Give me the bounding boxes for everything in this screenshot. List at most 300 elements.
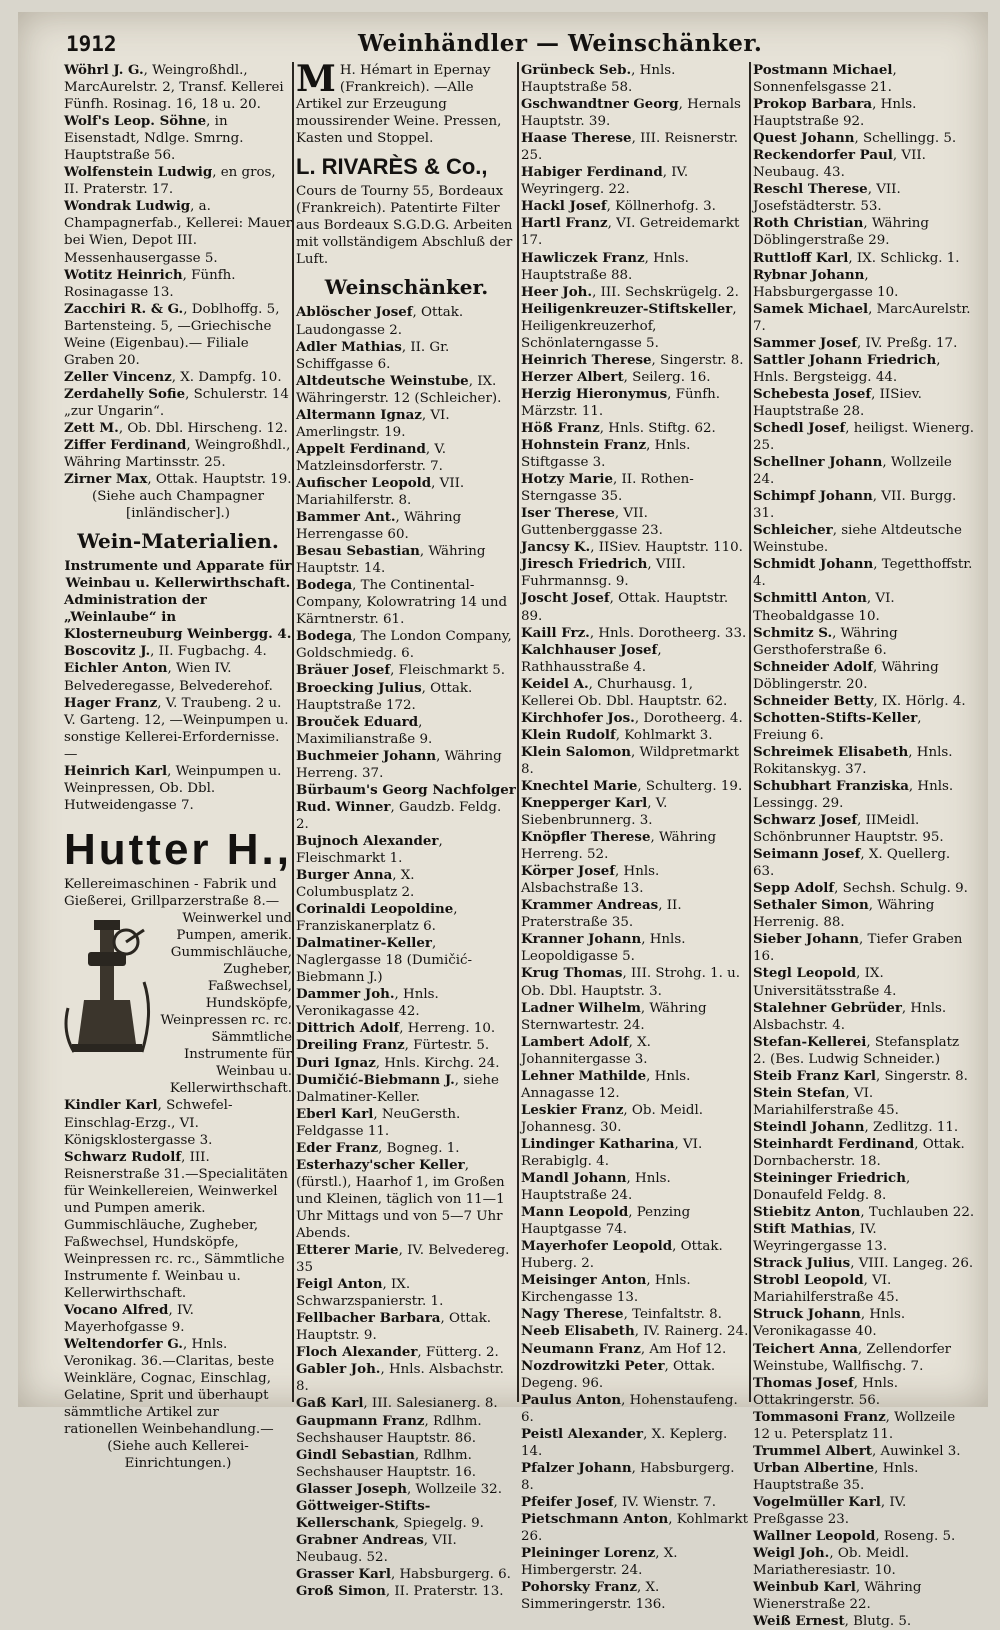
column-divider: [292, 62, 294, 1402]
directory-entry: Sattler Johann Friedrich, Hnls. Bergsteigg. 44.: [753, 351, 941, 385]
entry-name: Bürbaum's Georg Nachfolger Rud. Winner: [296, 781, 516, 815]
directory-entry: Wolfenstein Ludwig, en gros, II. Praterstr. 17.: [64, 164, 276, 198]
entry-name: Steininger Friedrich: [753, 1170, 906, 1187]
entry-name: Joscht Josef: [521, 590, 610, 607]
entry-name: Steindl Johann: [753, 1118, 865, 1135]
directory-entry: Hotzy Marie, II. Rothen-Sterngasse 35.: [521, 471, 694, 505]
entry-name: Dalmatiner-Keller: [296, 935, 432, 952]
directory-entry: Schedl Josef, heiligst. Wienerg. 25.: [753, 419, 975, 454]
entry-name: Appelt Ferdinand: [296, 440, 426, 457]
entry-name: Heiligenkreuzer-Stiftskeller: [521, 300, 733, 317]
entry-name: Schleicher: [753, 522, 833, 539]
decorative-initial: M: [296, 58, 336, 100]
entry-name: Zacchiri R. & G.: [64, 300, 184, 317]
directory-entry: Feigl Anton, IX. Schwarzspanierstr. 1.: [296, 1276, 444, 1310]
directory-entry: Zeller Vincenz, X. Dampfg. 10.: [64, 368, 282, 385]
advertisement-hutter: [64, 824, 292, 1098]
entry-name: Keidel A.: [521, 675, 589, 692]
entry-name: Schmitz S.: [753, 624, 833, 641]
column-2: [296, 58, 517, 1599]
entry-name: Heinrich Karl: [64, 762, 168, 779]
entry-name: Herzer Albert: [521, 368, 624, 385]
directory-entry: Altdeutsche Weinstube, IX. Währingerstr. 12 (Schleicher).: [296, 372, 502, 406]
entry-name: Schellner Johann: [753, 454, 883, 471]
entry-name: Pleininger Lorenz: [521, 1545, 656, 1562]
entry-name: Gschwandtner Georg: [521, 96, 679, 113]
entry-name: Habiger Ferdinand: [521, 164, 663, 181]
entry-name: Stift Mathias: [753, 1221, 852, 1238]
entry-name: Neeb Elisabeth: [521, 1323, 635, 1340]
directory-entry: Pfalzer Johann, Habsburgerg. 8.: [521, 1459, 735, 1493]
entry-name: Gaupmann Franz: [296, 1412, 425, 1429]
entry-name: Ablöscher Josef: [296, 304, 413, 321]
entry-name: Stalehner Gebrüder: [753, 999, 902, 1016]
entry-name: Schreimek Elisabeth: [753, 743, 909, 760]
closing-note: (Siehe auch Kellerei-Einrichtungen.): [107, 1439, 249, 1472]
entry-name: Schneider Betty: [753, 692, 874, 709]
directory-entry: Vogelmüller Karl, IV. Preßgasse 23.: [753, 1493, 907, 1527]
wine-pump-illustration: [64, 912, 152, 1062]
directory-entry: Steinhardt Ferdinand, Ottak. Dornbacherstr. 18.: [753, 1135, 965, 1169]
directory-entry: Corinaldi Leopoldine, Franziskanerplatz 6.: [296, 901, 458, 935]
entry-name: Zett M.: [64, 419, 119, 436]
directory-entry: Peistl Alexander, X. Keplerg. 14.: [521, 1425, 728, 1459]
column-divider: [749, 62, 751, 1402]
entry-name: Weltendorfer G.: [64, 1336, 183, 1353]
directory-entry: Groß Simon, II. Praterstr. 13.: [296, 1582, 504, 1599]
directory-entry: Iser Therese, VII. Guttenberggasse 23.: [521, 505, 663, 539]
directory-entry: Lindinger Katharina, VI. Rerabiglg. 4.: [521, 1135, 703, 1169]
directory-entry: Neeb Elisabeth, IV. Rainerg. 24.: [521, 1323, 749, 1340]
directory-entry: Schellner Johann, Wollzeile 24.: [753, 454, 952, 488]
entry-name: Gaß Karl: [296, 1395, 364, 1412]
directory-entry: Schwarz Josef, IIMeidl. Schönbrunner Hauptstr. 95.: [753, 812, 944, 846]
directory-entry: Glasser Joseph, Wollzeile 32.: [296, 1480, 502, 1497]
entry-list-wine-taverns: [753, 62, 975, 1630]
entry-name: Dammer Joh.: [296, 986, 395, 1003]
entry-name: Schwarz Rudolf: [64, 1148, 182, 1165]
directory-entry: Floch Alexander, Fütterg. 2.: [296, 1344, 499, 1361]
directory-entry: Altermann Ignaz, VI. Amerlingstr. 19.: [296, 406, 450, 440]
entry-name: Roth Christian: [753, 215, 864, 232]
directory-entry: Pfeifer Josef, IV. Wienstr. 7.: [521, 1493, 717, 1510]
directory-entry: Schimpf Johann, VII. Burgg. 31.: [753, 488, 957, 522]
advertisement-text: H. Hémart in Epernay (Frankreich). —Alle Artikel zur Erzeugung moussirender Weine. Pressen, Kasten und Stoppel.: [296, 63, 502, 147]
directory-entry: Prokop Barbara, Hnls. Hauptstraße 92.: [753, 96, 917, 130]
entry-name: Stegl Leopold: [753, 965, 857, 982]
entry-name: Pohorsky Franz: [521, 1579, 637, 1596]
directory-entry: Struck Johann, Hnls. Veronikagasse 40.: [753, 1306, 906, 1340]
entry-name: Boscovitz J.: [64, 643, 151, 660]
entry-name: Broecking Julius: [296, 679, 422, 696]
directory-entry: Schmitz S., Währing Gersthoferstraße 6.: [753, 624, 898, 658]
directory-entry: Teichert Anna, Zellendorfer Weinstube, Wallfischg. 7.: [753, 1340, 952, 1374]
directory-entry: Lambert Adolf, X. Johannitergasse 3.: [521, 1033, 651, 1067]
directory-entry: Esterhazy'scher Keller, (fürstl.), Haarhof 1, im Großen und Kleinen, täglich von 11—1 Uhr Mittags und von 5—7 Uhr Abends.: [296, 1156, 505, 1241]
directory-entry: Weinbub Karl, Währing Wienerstraße 22.: [753, 1579, 922, 1613]
entry-name: Kirchhofer Jos.: [521, 709, 635, 726]
entry-name: Jiresch Friedrich: [521, 556, 648, 573]
entry-name: Thomas Josef: [753, 1374, 854, 1391]
directory-entry: Kirchhofer Jos., Dorotheerg. 4.: [521, 709, 743, 726]
entry-name: Prokop Barbara: [753, 96, 873, 113]
directory-entry: Hartl Franz, VI. Getreidemarkt 17.: [521, 215, 740, 249]
directory-entry: Mann Leopold, Penzing Hauptgasse 74.: [521, 1204, 691, 1238]
entry-name: Hartl Franz: [521, 215, 608, 232]
directory-entry: Weiß Ernest, Blutg. 5.: [753, 1613, 912, 1630]
directory-entry: Tommasoni Franz, Wollzeile 12 u. Petersplatz 11.: [753, 1408, 956, 1442]
directory-entry: Thomas Josef, Hnls. Ottakringerstr. 56.: [753, 1374, 898, 1408]
directory-entry: Sammer Josef, IV. Preßg. 17.: [753, 334, 958, 351]
directory-entry: Aufischer Leopold, VII. Mariahilferstr. 8.: [296, 474, 465, 508]
directory-entry: Adler Mathias, II. Gr. Schiffgasse 6.: [296, 338, 450, 372]
entry-name: Burger Anna: [296, 867, 393, 884]
directory-entry: Mayerhofer Leopold, Ottak. Huberg. 2.: [521, 1238, 723, 1272]
directory-entry: Keidel A., Churhausg. 1, Kellerei Ob. Dbl. Hauptstr. 62.: [521, 675, 728, 709]
directory-entry: Joscht Josef, Ottak. Hauptstr. 89.: [521, 590, 729, 624]
entry-name: Aufischer Leopold: [296, 474, 432, 491]
entry-name: Gindl Sebastian: [296, 1446, 415, 1463]
entry-name: Feigl Anton: [296, 1276, 383, 1293]
entry-name: Haase Therese: [521, 130, 632, 147]
entry-name: Herzig Hieronymus: [521, 385, 668, 402]
entry-name: Weiß Ernest: [753, 1613, 845, 1630]
directory-entry: Hager Franz, V. Traubeng. 2 u. V. Garteng. 12, —Weinpumpen u. sonstige Kellerei-Erfordernisse.—: [64, 694, 289, 762]
entry-name: Wotitz Heinrich: [64, 266, 183, 283]
entry-name: Eichler Anton: [64, 660, 168, 677]
directory-entry: Zacchiri R. & G., Doblhoffg. 5, Bartensteing. 5, —Griechische Weine (Eigenbau).— Filiale Graben 20.: [64, 300, 280, 368]
entry-name: Esterhazy'scher Keller: [296, 1156, 465, 1173]
entry-name: Stefan-Kellerei: [753, 1033, 867, 1050]
directory-entry: Krammer Andreas, II. Praterstraße 35.: [521, 897, 682, 931]
entry-name: Krammer Andreas: [521, 897, 659, 914]
entry-name: Sattler Johann Friedrich: [753, 351, 937, 368]
entry-name: Stiebitz Anton: [753, 1204, 861, 1221]
directory-entry: Krug Thomas, III. Strohg. 1. u. Ob. Dbl. Hauptstr. 3.: [521, 965, 741, 999]
entry-name: Grabner Andreas: [296, 1531, 424, 1548]
entry-name: Zerdahelly Sofie: [64, 385, 186, 402]
directory-entry: Sethaler Simon, Währing Herrenig. 88.: [753, 897, 935, 931]
directory-entry: Schmidt Johann, Tegetthoffstr. 4.: [753, 556, 973, 590]
directory-entry: Heinrich Therese, Singerstr. 8.: [521, 351, 744, 368]
directory-entry: Grasser Karl, Habsburgerg. 6.: [296, 1565, 511, 1582]
directory-entry: Eichler Anton, Wien IV. Belvederegasse, Belvederehof.: [64, 660, 273, 694]
directory-entry: Göttweiger-Stifts-Kellerschank, Spiegelg. 9.: [296, 1497, 484, 1531]
directory-entry: Gschwandtner Georg, Hernals Hauptstr. 39.: [521, 96, 741, 130]
entry-list-suppliers: [64, 1097, 292, 1438]
entry-name: Nagy Therese: [521, 1306, 624, 1323]
entry-name: Kalchhauser Josef: [521, 641, 658, 658]
directory-entry: Vocano Alfred, IV. Mayerhofgasse 9.: [64, 1302, 194, 1336]
directory-entry: Paulus Anton, Hohenstaufeng. 6.: [521, 1391, 738, 1425]
directory-page: [18, 12, 988, 1630]
entry-name: Leskier Franz: [521, 1101, 624, 1118]
advertisement-intro: Kellereimaschinen - Fabrik und Gießerei, Grillparzerstraße 8.—: [64, 876, 280, 909]
entry-name: Dittrich Adolf: [296, 1020, 400, 1037]
directory-entry: Broecking Julius, Ottak. Hauptstraße 172.: [296, 679, 473, 713]
entry-name: Sieber Johann: [753, 931, 860, 948]
directory-entry: Heer Joh., III. Sechskrügelg. 2.: [521, 283, 739, 300]
directory-entry: Schubhart Franziska, Hnls. Lessingg. 29.: [753, 777, 954, 812]
advertisement-hemart: [296, 58, 517, 147]
directory-entry: Buchmeier Johann, Währing Herreng. 37.: [296, 747, 502, 781]
advertisement-text: Cours de Tourny 55, Bordeaux (Frankreich). Patentirte Filter aus Bordeaux S.G.D.G. Arbeiten mit vollständigem Abschluß der Luft.: [296, 184, 513, 268]
entry-name: Bodega: [296, 577, 353, 594]
entry-name: Sammer Josef: [753, 334, 858, 351]
entry-name: Pietschmann Anton: [521, 1510, 669, 1527]
entry-name: Schedl Josef: [753, 419, 846, 436]
entry-name: Zeller Vincenz: [64, 368, 172, 385]
entry-name: Neumann Franz: [521, 1340, 641, 1357]
directory-entry: Stiebitz Anton, Tuchlauben 22.: [753, 1204, 975, 1221]
entry-name: Eberl Karl: [296, 1105, 374, 1122]
directory-entry: Sepp Adolf, Sechsh. Schulg. 9.: [753, 880, 968, 897]
entry-name: Mayerhofer Leopold: [521, 1238, 673, 1255]
directory-entry: Hackl Josef, Köllnerhofg. 3.: [521, 198, 716, 215]
entry-name: Sepp Adolf: [753, 880, 835, 897]
entry-name: Körper Josef: [521, 863, 616, 880]
entry-name: Mandl Johann: [521, 1170, 627, 1187]
directory-entry: Pohorsky Franz, X. Simmeringerstr. 136.: [521, 1579, 666, 1613]
entry-name: Iser Therese: [521, 505, 615, 522]
directory-entry: Sieber Johann, Tiefer Graben 16.: [753, 931, 963, 965]
entry-name: Eder Franz: [296, 1139, 379, 1156]
entry-list-wine-dealers: [64, 62, 292, 488]
directory-entry: Gaß Karl, III. Salesianerg. 8.: [296, 1395, 498, 1412]
entry-name: Trummel Albert: [753, 1442, 872, 1459]
entry-list-wine-taverns: [521, 62, 749, 1613]
directory-entry: Herzer Albert, Seilerg. 16.: [521, 368, 711, 385]
directory-entry: Besau Sebastian, Währing Hauptstr. 14.: [296, 543, 486, 577]
entry-name: Tommasoni Franz: [753, 1408, 886, 1425]
directory-entry: Schleicher, siehe Altdeutsche Weinstube.: [753, 522, 962, 556]
directory-entry: Ablöscher Josef, Ottak. Laudongasse 2.: [296, 304, 464, 338]
entry-name: Rybnar Johann: [753, 266, 865, 283]
directory-entry: Schreimek Elisabeth, Hnls. Rokitanskyg. 37.: [753, 743, 953, 777]
entry-name: Schebesta Josef: [753, 385, 872, 402]
entry-name: Hotzy Marie: [521, 471, 613, 488]
entry-name: Zirner Max: [64, 471, 148, 488]
directory-entry: Stift Mathias, IV. Weyringergasse 13.: [753, 1221, 888, 1255]
directory-entry: Seimann Josef, X. Quellerg. 63.: [753, 846, 951, 880]
directory-entry: Reschl Therese, VII. Josefstädterstr. 53.: [753, 181, 901, 215]
column-3: [521, 62, 749, 1613]
entry-name: Dreiling Franz: [296, 1037, 405, 1054]
entry-name: Wöhrl J. G.: [64, 62, 144, 78]
sub-heading-instruments: Instrumente und Apparate für Weinbau u. Kellerwirthschaft.: [64, 558, 292, 592]
entry-name: Bräuer Josef: [296, 662, 391, 679]
entry-name: Meisinger Anton: [521, 1272, 647, 1289]
entry-name: Vocano Alfred: [64, 1302, 169, 1319]
directory-entry: Ladner Wilhelm, Währing Sternwartestr. 24.: [521, 999, 707, 1033]
directory-entry: Steindl Johann, Zedlitzg. 11.: [753, 1118, 959, 1135]
column-divider: [517, 62, 519, 1402]
entry-name: Samek Michael: [753, 300, 869, 317]
directory-entry: Dammer Joh., Hnls. Veronikagasse 42.: [296, 986, 439, 1020]
directory-entry: Stegl Leopold, IX. Universitätsstraße 4.: [753, 965, 897, 999]
entry-name: Wallner Leopold: [753, 1528, 876, 1545]
entry-name: Hawliczek Franz: [521, 249, 645, 266]
entry-name: Reckendorfer Paul: [753, 147, 893, 164]
entry-name: Stein Stefan: [753, 1084, 846, 1101]
entry-name: Peistl Alexander: [521, 1425, 644, 1442]
directory-entry: Höß Franz, Hnls. Stiftg. 62.: [521, 419, 716, 436]
entry-name: Klein Salomon: [521, 743, 631, 760]
directory-entry: Haase Therese, III. Reisnerstr. 25.: [521, 130, 739, 164]
entry-name: Göttweiger-Stifts-Kellerschank: [296, 1497, 431, 1531]
entry-name: Heer Joh.: [521, 283, 593, 300]
directory-entry: Knechtel Marie, Schulterg. 19.: [521, 777, 743, 794]
entry-name: Strobl Leopold: [753, 1272, 864, 1289]
advertiser-name: L. RIVARÈS & Co.,: [296, 154, 488, 180]
entry-name: Mann Leopold: [521, 1204, 629, 1221]
directory-entry: Bürbaum's Georg Nachfolger Rud. Winner, Gaudzb. Feldg. 2.: [296, 781, 516, 832]
directory-entry: Heinrich Karl, Weinpumpen u. Weinpressen, Ob. Dbl. Hutweidengasse 7.: [64, 762, 282, 813]
directory-entry: Stalehner Gebrüder, Hnls. Alsbachstr. 4.: [753, 999, 947, 1033]
directory-entry: Zett M., Ob. Dbl. Hirscheng. 12.: [64, 419, 288, 436]
entry-name: Klein Rudolf: [521, 726, 616, 743]
column-4: [753, 62, 975, 1630]
directory-entry: Leskier Franz, Ob. Meidl. Johannesg. 30.: [521, 1101, 704, 1135]
directory-entry: Lehner Mathilde, Hnls. Annagasse 12.: [521, 1067, 691, 1101]
directory-entry: Bodega, The Continental-Company, Kolowratring 14 und Kärntnerstr. 61.: [296, 577, 508, 628]
directory-entry: Meisinger Anton, Hnls. Kirchengasse 13.: [521, 1272, 691, 1306]
entry-name: Knepperger Karl: [521, 795, 648, 812]
directory-entry: Neumann Franz, Am Hof 12.: [521, 1340, 727, 1357]
entry-name: Kindler Karl: [64, 1097, 158, 1114]
entry-name: Schotten-Stifts-Keller: [753, 709, 918, 726]
entry-name: Postmann Michael: [753, 62, 893, 78]
directory-entry: Habiger Ferdinand, IV. Weyringerg. 22.: [521, 164, 689, 198]
entry-name: Schmittl Anton: [753, 590, 867, 607]
directory-entry: Reckendorfer Paul, VII. Neubaug. 43.: [753, 147, 926, 181]
directory-entry: Duri Ignaz, Hnls. Kirchg. 24.: [296, 1054, 500, 1071]
directory-entry: Fellbacher Barbara, Ottak. Hauptstr. 9.: [296, 1310, 492, 1344]
entry-name: Paulus Anton: [521, 1391, 622, 1408]
directory-entry: Schneider Adolf, Währing Döblingerstr. 20.: [753, 658, 939, 692]
column-1: [64, 62, 292, 1472]
section-heading-wein-materialien: Wein-Materialien.: [77, 529, 279, 554]
entry-name: Glasser Joseph: [296, 1480, 407, 1497]
entry-name: Hager Franz: [64, 694, 158, 711]
directory-entry: Nagy Therese, Teinfaltstr. 8.: [521, 1306, 722, 1323]
directory-entry: Wolf's Leop. Söhne, in Eisenstadt, Ndlge. Smrng. Hauptstraße 56.: [64, 113, 244, 164]
directory-entry: Wondrak Ludwig, a. Champagnerfab., Kellerei: Mauer bei Wien, Depot III. Messenhausergasse 5.: [64, 198, 292, 266]
advertisement-product-list: Weinwerkel und Pumpen, amerik. Gummischläuche, Zugheber, Faßwechsel, Hundsköpfe, Weinpressen rc. rc. Sämmtliche Instrumente für Weinbau u. Kellerwirthschaft.: [160, 910, 292, 1097]
directory-entry: Burger Anna, X. Columbusplatz 2.: [296, 867, 415, 901]
directory-entry: Schmittl Anton, VI. Theobaldgasse 10.: [753, 590, 895, 624]
entry-name: Ziffer Ferdinand: [64, 437, 187, 454]
page-number: 1912: [66, 32, 117, 56]
directory-entry: Weigl Joh., Ob. Meidl. Mariatheresiastr. 10.: [753, 1545, 909, 1579]
entry-name: Strack Julius: [753, 1255, 851, 1272]
entry-name: Struck Johann: [753, 1306, 861, 1323]
directory-entry: Strack Julius, VIII. Langeg. 26.: [753, 1255, 974, 1272]
entry-name: Duri Ignaz: [296, 1054, 376, 1071]
directory-entry: Kranner Johann, Hnls. Leopoldigasse 5.: [521, 931, 686, 965]
directory-entry: Etterer Marie, IV. Belvedereg. 35: [296, 1242, 510, 1276]
directory-entry: Gabler Joh., Hnls. Alsbachstr. 8.: [296, 1361, 504, 1395]
page-header: [18, 12, 988, 58]
entry-name: Lambert Adolf: [521, 1033, 629, 1050]
entry-list-materials: [64, 592, 292, 814]
directory-entry: Trummel Albert, Auwinkel 3.: [753, 1442, 961, 1459]
directory-entry: Schneider Betty, IX. Hörlg. 4.: [753, 692, 966, 709]
entry-name: Knechtel Marie: [521, 777, 638, 794]
entry-name: Pfalzer Johann: [521, 1459, 632, 1476]
directory-entry: Knöpfler Therese, Währing Herreng. 52.: [521, 829, 717, 863]
directory-entry: Grabner Andreas, VII. Neubaug. 52.: [296, 1531, 457, 1565]
directory-entry: Dreiling Franz, Fürtestr. 5.: [296, 1037, 490, 1054]
entry-name: Adler Mathias: [296, 338, 402, 355]
entry-name: Corinaldi Leopoldine: [296, 901, 454, 918]
section-heading-weinschaenker: Weinschänker.: [324, 275, 489, 300]
entry-name: Dumičić-Biebmann J.: [296, 1071, 455, 1088]
entry-name: Etterer Marie: [296, 1242, 399, 1259]
directory-entry: Bujnoch Alexander, Fleischmarkt 1.: [296, 832, 443, 866]
directory-entry: Jiresch Friedrich, VIII. Fuhrmannsg. 9.: [521, 556, 686, 590]
entry-name: Schimpf Johann: [753, 488, 873, 505]
directory-entry: Kindler Karl, Schwefel-Einschlag-Erzg., VI. Königsklostergasse 3.: [64, 1097, 233, 1148]
entry-name: Groß Simon: [296, 1582, 386, 1599]
directory-entry: Ziffer Ferdinand, Weingroßhdl., Währing Martinsstr. 25.: [64, 437, 291, 471]
entry-name: Fellbacher Barbara: [296, 1310, 441, 1327]
directory-entry: Zerdahelly Sofie, Schulerstr. 14 „zur Ungarin“.: [64, 385, 289, 419]
entry-name: Kaill Frz.: [521, 624, 590, 641]
entry-name: Wolfenstein Ludwig: [64, 164, 213, 181]
entry-name: Bammer Ant.: [296, 509, 396, 526]
directory-entry: Brouček Eduard, Maximilianstraße 9.: [296, 713, 433, 747]
directory-entry: Schwarz Rudolf, III. Reisnerstraße 31.—Specialitäten für Weinkellereien, Weinwerkel und Pumpen amerik. Gummischläuche, Zugheber, Faßwechsel, Hundsköpfe, Weinpressen rc. rc., Sämmtliche Instrumente f. Weinbau u. Kellerwirthschaft.: [64, 1148, 288, 1301]
directory-entry: Kalchhauser Josef, Rathhausstraße 4.: [521, 641, 662, 675]
entry-name: Höß Franz: [521, 419, 600, 436]
directory-entry: Gindl Sebastian, Rdlhm. Sechshauser Hauptstr. 16.: [296, 1446, 477, 1480]
entry-name: Steinhardt Ferdinand: [753, 1135, 915, 1152]
advertisement-rivares: [296, 153, 517, 268]
entry-name: Seimann Josef: [753, 846, 861, 863]
directory-entry: Klein Salomon, Wildpretmarkt 8.: [521, 743, 739, 777]
directory-entry: Pleininger Lorenz, X. Himbergerstr. 24.: [521, 1545, 678, 1579]
entry-name: Heinrich Therese: [521, 351, 652, 368]
entry-name: Krug Thomas: [521, 965, 623, 982]
directory-entry: Roth Christian, Währing Döblingerstraße 29.: [753, 215, 930, 249]
directory-entry: Postmann Michael, Sonnenfelsgasse 21.: [753, 62, 897, 96]
directory-entry: Dittrich Adolf, Herreng. 10.: [296, 1020, 496, 1037]
directory-entry: Steininger Friedrich, Donaufeld Feldg. 8.: [753, 1170, 911, 1204]
directory-entry: Steib Franz Karl, Singerstr. 8.: [753, 1067, 968, 1084]
entry-name: Wolf's Leop. Söhne: [64, 113, 207, 130]
directory-entry: Eder Franz, Bogneg. 1.: [296, 1139, 460, 1156]
directory-entry: Bodega, The London Company, Goldschmiedg. 6.: [296, 628, 512, 662]
directory-entry: Mandl Johann, Hnls. Hauptstraße 24.: [521, 1170, 671, 1204]
entry-name: Lindinger Katharina: [521, 1135, 675, 1152]
directory-entry: Appelt Ferdinand, V. Matzleinsdorferstr. 7.: [296, 440, 446, 474]
entry-name: Brouček Eduard: [296, 713, 419, 730]
directory-entry: Urban Albertine, Hnls. Hauptstraße 35.: [753, 1459, 919, 1493]
entry-name: Schubhart Franziska: [753, 777, 909, 794]
directory-entry: Dalmatiner-Keller, Naglergasse 18 (Dumičić-Biebmann J.): [296, 935, 473, 986]
entry-name: Floch Alexander: [296, 1344, 418, 1361]
directory-entry: Schebesta Josef, IISiev. Hauptstraße 28.: [753, 385, 922, 419]
directory-entry: Ruttloff Karl, IX. Schlickg. 1.: [753, 249, 960, 266]
entry-name: Knöpfler Therese: [521, 829, 651, 846]
directory-entry: Nozdrowitzki Peter, Ottak. Degeng. 96.: [521, 1357, 716, 1391]
entry-name: Weigl Joh.: [753, 1545, 830, 1562]
directory-entry: Knepperger Karl, V. Siebenbrunnerg. 3.: [521, 795, 668, 829]
entry-name: Kranner Johann: [521, 931, 642, 948]
entry-name: Reschl Therese: [753, 181, 868, 198]
entry-list-wine-taverns: [296, 304, 517, 1600]
